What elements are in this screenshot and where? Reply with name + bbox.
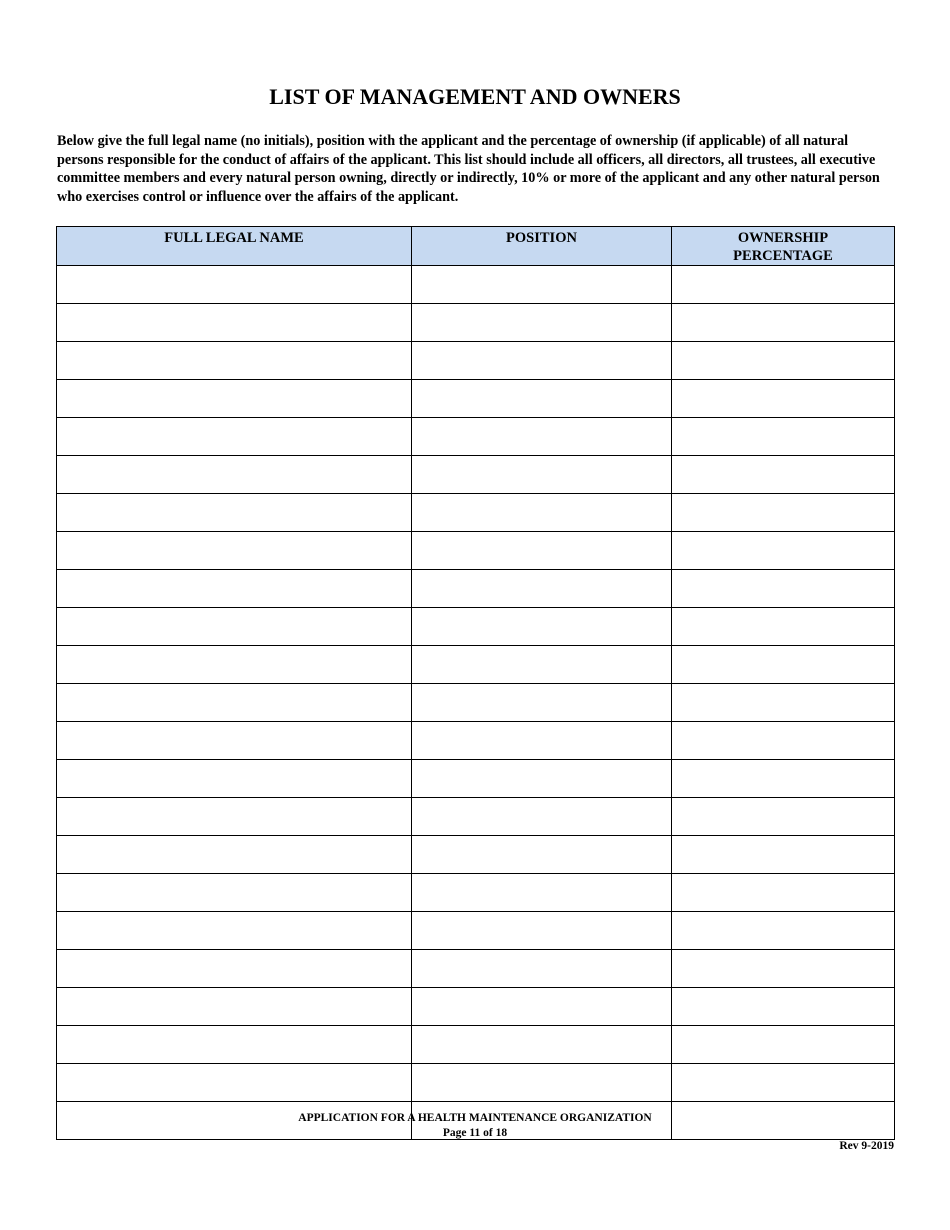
- header-position: POSITION: [412, 227, 672, 266]
- cell-full-legal-name[interactable]: [57, 608, 412, 646]
- cell-position[interactable]: [412, 684, 672, 722]
- cell-position[interactable]: [412, 874, 672, 912]
- footer: [0, 1111, 950, 1141]
- cell-full-legal-name[interactable]: [57, 836, 412, 874]
- header-full-legal-name: FULL LEGAL NAME: [57, 227, 412, 266]
- cell-position[interactable]: [412, 532, 672, 570]
- cell-position[interactable]: [412, 1026, 672, 1064]
- table-row: [57, 342, 895, 380]
- cell-full-legal-name[interactable]: [57, 722, 412, 760]
- cell-ownership-percentage[interactable]: [672, 494, 895, 532]
- cell-ownership-percentage[interactable]: [672, 836, 895, 874]
- cell-position[interactable]: [412, 1064, 672, 1102]
- cell-ownership-percentage[interactable]: [672, 418, 895, 456]
- cell-ownership-percentage[interactable]: [672, 874, 895, 912]
- cell-ownership-percentage[interactable]: [672, 722, 895, 760]
- cell-ownership-percentage[interactable]: [672, 456, 895, 494]
- table-row: [57, 380, 895, 418]
- cell-position[interactable]: [412, 912, 672, 950]
- cell-position[interactable]: [412, 494, 672, 532]
- cell-ownership-percentage[interactable]: [672, 912, 895, 950]
- header-ownership-line2: PERCENTAGE: [733, 248, 833, 264]
- page-title: LIST OF MANAGEMENT AND OWNERS: [269, 84, 681, 109]
- footer-page-number: Page 11 of 18: [442, 1127, 508, 1139]
- cell-position[interactable]: [412, 456, 672, 494]
- cell-position[interactable]: [412, 988, 672, 1026]
- cell-position[interactable]: [412, 304, 672, 342]
- cell-position[interactable]: [412, 760, 672, 798]
- cell-full-legal-name[interactable]: [57, 760, 412, 798]
- cell-ownership-percentage[interactable]: [672, 532, 895, 570]
- table-row: [57, 684, 895, 722]
- cell-full-legal-name[interactable]: [57, 798, 412, 836]
- cell-full-legal-name[interactable]: [57, 380, 412, 418]
- cell-ownership-percentage[interactable]: [672, 684, 895, 722]
- table-body: [57, 266, 895, 1140]
- cell-ownership-percentage[interactable]: [672, 950, 895, 988]
- cell-ownership-percentage[interactable]: [672, 570, 895, 608]
- cell-full-legal-name[interactable]: [57, 266, 412, 304]
- table-row: [57, 912, 895, 950]
- cell-ownership-percentage[interactable]: [672, 988, 895, 1026]
- table-row: [57, 950, 895, 988]
- header-ownership-percentage: [672, 227, 895, 266]
- cell-ownership-percentage[interactable]: [672, 798, 895, 836]
- table-row: [57, 456, 895, 494]
- cell-full-legal-name[interactable]: [57, 988, 412, 1026]
- cell-position[interactable]: [412, 722, 672, 760]
- cell-full-legal-name[interactable]: [57, 494, 412, 532]
- cell-ownership-percentage[interactable]: [672, 342, 895, 380]
- table-row: [57, 304, 895, 342]
- cell-full-legal-name[interactable]: [57, 570, 412, 608]
- table-row: [57, 646, 895, 684]
- table-row: [57, 760, 895, 798]
- cell-ownership-percentage[interactable]: [672, 1064, 895, 1102]
- table-row: [57, 570, 895, 608]
- table-row: [57, 266, 895, 304]
- cell-full-legal-name[interactable]: [57, 418, 412, 456]
- cell-position[interactable]: [412, 570, 672, 608]
- cell-full-legal-name[interactable]: [57, 646, 412, 684]
- revision-label: Rev 9-2019: [839, 1140, 894, 1152]
- cell-ownership-percentage[interactable]: [672, 608, 895, 646]
- cell-position[interactable]: [412, 646, 672, 684]
- cell-ownership-percentage[interactable]: [672, 1026, 895, 1064]
- cell-position[interactable]: [412, 950, 672, 988]
- cell-full-legal-name[interactable]: [57, 1026, 412, 1064]
- cell-full-legal-name[interactable]: [57, 304, 412, 342]
- cell-position[interactable]: [412, 342, 672, 380]
- table-header-row: [57, 227, 895, 266]
- table-row: [57, 722, 895, 760]
- table-row: [57, 1026, 895, 1064]
- table-row: [57, 494, 895, 532]
- table-row: [57, 798, 895, 836]
- header-ownership-line1: OWNERSHIP: [737, 230, 829, 246]
- cell-full-legal-name[interactable]: [57, 342, 412, 380]
- cell-full-legal-name[interactable]: [57, 912, 412, 950]
- cell-position[interactable]: [412, 418, 672, 456]
- cell-ownership-percentage[interactable]: [672, 380, 895, 418]
- cell-full-legal-name[interactable]: [57, 532, 412, 570]
- cell-position[interactable]: [412, 836, 672, 874]
- cell-ownership-percentage[interactable]: [672, 646, 895, 684]
- cell-full-legal-name[interactable]: [57, 456, 412, 494]
- table-row: [57, 532, 895, 570]
- cell-position[interactable]: [412, 608, 672, 646]
- cell-full-legal-name[interactable]: [57, 1064, 412, 1102]
- management-owners-table: [56, 226, 895, 1140]
- cell-ownership-percentage[interactable]: [672, 304, 895, 342]
- cell-full-legal-name[interactable]: [57, 874, 412, 912]
- instructions-paragraph: Below give the full legal name (no initials), position with the applicant and the percentage of ownership (if applicable) of all natural persons responsible for the conduct of affairs of the applicant. This list should include all officers, all directors, all trustees, all executive committee members and every natural person owning, directly or indirectly, 10% or more of the applicant and any other natural person who exercises control or influence over the affairs of the applicant.: [57, 133, 880, 205]
- table-row: [57, 836, 895, 874]
- cell-full-legal-name[interactable]: [57, 684, 412, 722]
- cell-position[interactable]: [412, 266, 672, 304]
- cell-full-legal-name[interactable]: [57, 950, 412, 988]
- cell-ownership-percentage[interactable]: [672, 266, 895, 304]
- table-row: [57, 988, 895, 1026]
- cell-ownership-percentage[interactable]: [672, 760, 895, 798]
- table-row: [57, 1064, 895, 1102]
- cell-position[interactable]: [412, 380, 672, 418]
- footer-form-name: APPLICATION FOR A HEALTH MAINTENANCE ORGANIZATION: [298, 1112, 652, 1124]
- cell-position[interactable]: [412, 798, 672, 836]
- table-row: [57, 874, 895, 912]
- table-row: [57, 418, 895, 456]
- table-row: [57, 608, 895, 646]
